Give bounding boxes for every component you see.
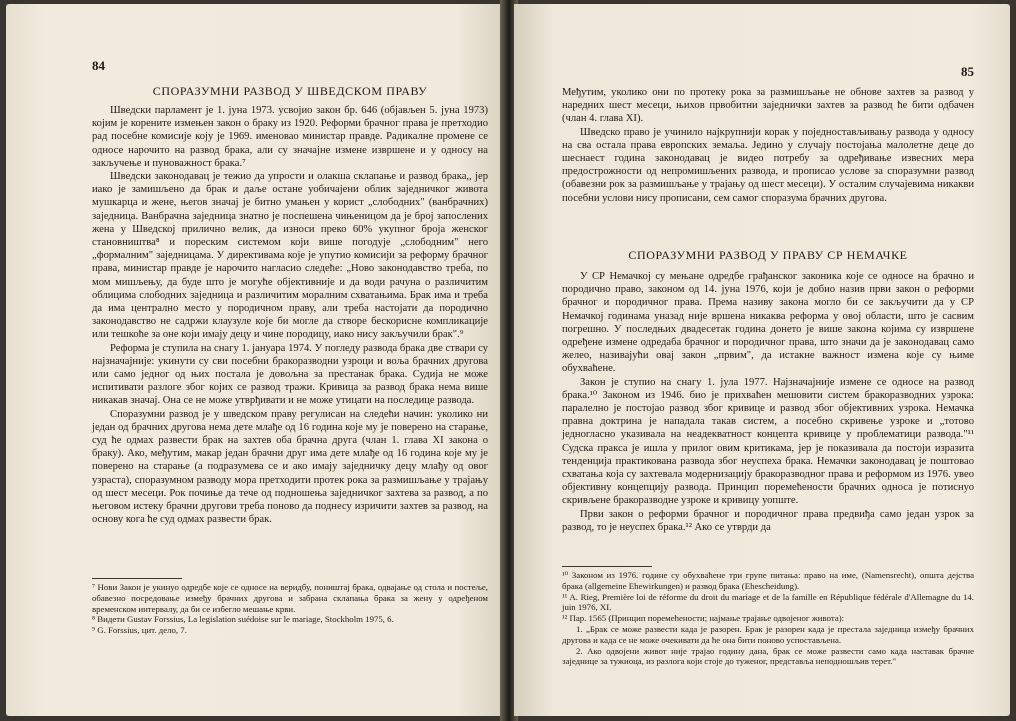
left-page — [6, 4, 506, 716]
footnote: ⁷ Нови Закон је укинуо одредбе које се односе на веридбу, поништај брака, одвајање од стола и постеље, обавезно посредовање између брачних другова и забрана склапања брака за жену у одређеном временском интервалу, да би се избегло мешање крви. — [92, 582, 488, 614]
paragraph: Први закон о реформи брачног и породичног права предвиђа само један узрок за развод, то је неуспех брака.¹² Ако се утврди да — [562, 508, 974, 533]
footnote: 1. „Брак се може развести када је разорен. Брак је разорен када је престала заједница између брачних другова и када се не може очекивати да ће она бити поново успостављена. — [562, 623, 974, 645]
section-heading: СПОРАЗУМНИ РАЗВОД У ПРАВУ СР НЕМАЧКЕ — [628, 248, 908, 262]
footnote: ⁹ G. Forssius, цит. дело, 7. — [92, 625, 187, 636]
paragraph: Шведски законодавац је тежио да упрости и олакша склапање и развод брака,, јер иако је замишљено да брак и даље остане уобичајени облик заједничког живота мушкарца и жене, његов значај је битно умањен у корист „слободних" (ванбрачних) заједница. Ванбрачна заједница знатно је поспешена чињеницом да је број запослених жена у Шведској прилично велик, да износи преко 60% укупног броја женског становништва⁸ и порeским системом који више погодује „слободним" него „формалним" заједницама. У директивама које је упутио комисији за реформу брачног права, министар правде је нарочито нагласио следеће: „Ново законодавство треба, по мом мишљењу, да буде што је могуће објективније и да води рачуна о различитим облицима слободних заједница и различитим моралним схватањима. Брак има и треба да има централно место у породичном праву, али треба настојати да породично законодавство не садржи клаузуле које би могле да створе бескорисне компликације или тешкоће за оне који имају децу и чине породицу, иако нису закључили брак".⁹ — [92, 171, 488, 341]
paragraph: Реформа је ступила на снагу 1. јануара 1974. У погледу развода брака две ствари су најзначајније: укинути су сви посебни бракоразводни узроци и воља брачних другова или само једног од њих постала је довољна за престанак брака. Судија не може испитивати разлоге због којих се развод тражи. Кривица за развод брака нема више никакав значај. Она се не може утврђивати и не може утицати на последице развода. — [92, 342, 488, 407]
footnote: ¹¹ A. Rieg, Première loi de réforme du droit du mariage et de la famille en République fédérale d'Allemagne du 14. juin 1976, XI. — [562, 591, 974, 613]
page-number: 85 — [961, 64, 974, 79]
section-heading: СПОРАЗУМНИ РАЗВОД У ШВЕДСКОМ ПРАВУ — [152, 84, 428, 98]
footnotes — [92, 574, 488, 636]
footnote: ¹² Пар. 1565 (Принцип поремећености; наjмање трајање одвојеног живота): — [562, 613, 845, 624]
page-number: 84 — [92, 58, 105, 73]
body-text-block — [92, 104, 488, 527]
footnote-divider — [562, 566, 652, 567]
right-page — [514, 4, 1010, 716]
paragraph: У СР Немачкој су мењане одредбе грађанског законика које се односе на брачно и породично право, законом од 14. јуна 1976, који је добио назив први закон о реформи брачног и породичног права. Према називу закона могло би се закључити да у СР Немачкој годинама уназад није вршена никаква реформа у овој области, што је сасвим погрешно. У последњих двадесетак година донето је више закона којима су извршене одређене измене одредаба брачног и породичног права, што значи да је законодавац само желео, називајући овај закон „првим", да истакне важност измена које су њиме обухваћене. — [562, 271, 974, 375]
footnote: ⁸ Видети Gustav Forssius, La legislation suédoise sur le mariage, Stockholm 1975, 6. — [92, 614, 394, 625]
footnote: ¹⁰ Законом из 1976. године су обухваћене три групе питања: право на име, (Namensrecht), општа дејства брака (allgemeine Ehewirkungen) и развод брака (Ehescheidung). — [562, 570, 974, 591]
footnote-divider — [92, 578, 182, 579]
paragraph: Закон је ступио на снагу 1. јула 1977. Најзначајније измене се односе на развод брака.¹⁰ Законом из 1946. био је прихваћен мешовити систем бракоразводних узрока: паралелно је постојао развод због кривице и развод због објективних узрока. Немачка правна доктрина је нападала такав систем, а посебно скривење узроке и „тотово једногласно указивала на неадекватност концепта кривице у проблематици развода."¹¹ Судска пракса је ишла у прилог овим критикама, јер је показивала да постоји изразита тенденција практикована развода због неуспеха брака. Немачки законодавац је поштовао схватања која су захтевала модернизацију бракоразводног права и реформом из 1976. увео објективну концепцију развода. Принцип поремећености брачних односа је потиснуо скривљене бракоразводне узроке и кривицу уопште. — [562, 376, 974, 507]
paragraph: Шведски парламент је 1. јуна 1973. усвојио закон бр. 646 (објављен 5. јуна 1973) којим је корените измењен закон о браку из 1920. Реформи брачног права је претходио рад посебне комисије коју је 1969. именовао министар правде. Радикалне промене се односе нарочито на развод брака, али су значајне измене извршене и у односу на закључење и пуноважност брака.⁷ — [92, 105, 488, 169]
paragraph: Шведско право је учинило најкрупнији корак у поједностављивању развода у односу на сва остала права европских земаља. Једино у случају постојања малолетне деце до шеснаест година законодавац је видео потребу за одређивање извесних мера предострожности од непромишљених развода, и прописао услове за споразумни развод (обавезни рок за размишљање у трајању од шест месеци). У осталим случајевима никакви посебни услови нису прописани, сем самог споразума брачних другова. — [562, 126, 974, 204]
footnotes — [562, 562, 974, 667]
paragraph: Споразумни развод је у шведском праву регулисан на следећи начин: уколико ни један од брачних другова нема дете млађе од 16 година које му је поверено на старање, суд ће одмах развести брак на захтев оба брачна друга (члан 1. глава XI закона о браку). Ако, међутим, макар један брачни друг има дете млађе од 16 година које му је поверено на старање (а подразумева се и ако имају заједничку децу млађу од овог узраста), споразумном разводу мора претходити протек рока за размишљање у трајању од шест месеци. Рок почиње да тече од подношења заједничког захтева за развод, а по његовом истеку брачни другови треба поново да поднесу изричити захтев за развод, на основу кога ће суд одмах развести брак. — [92, 408, 488, 526]
body-text-block — [562, 86, 974, 205]
footnote: 2. Ако одвојени живот није трајао годину дана, брак се може развести само када наставак брачне заједнице за тужиоца, из разлога који стоје до туженог, представља неподношљив терет." — [562, 645, 974, 667]
paragraph: Међутим, уколико они по протеку рока за размишљање не обнове захтев за развод у наредних шест месеци, њихов првобитни заједнички захтев за развод ће бити одбачен (члан 4. глава XI). — [562, 87, 974, 125]
body-text-block — [562, 270, 974, 534]
